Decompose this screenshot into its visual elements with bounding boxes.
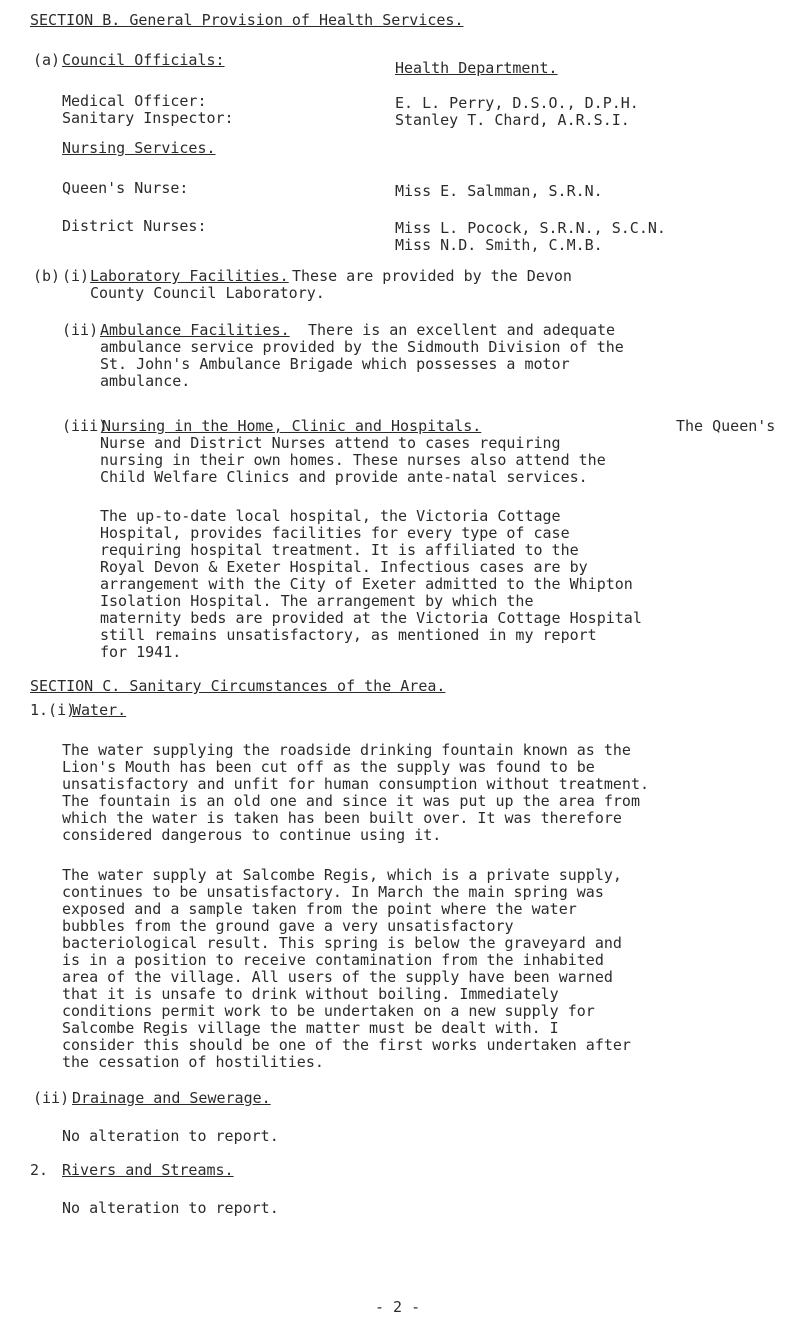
ambulance-line-1: There is an excellent and adequate bbox=[308, 321, 616, 339]
district-nurse-2: Miss N.D. Smith, C.M.B. bbox=[395, 236, 603, 254]
nursing-home-line-2: Nurse and District Nurses attend to cases requiring bbox=[100, 434, 561, 452]
ambulance-line-4: ambulance. bbox=[100, 372, 191, 390]
water-p2-line-5: bacteriological result. This spring is below the graveyard and bbox=[62, 934, 622, 952]
item-2-label: 2. bbox=[30, 1161, 49, 1179]
hospital-line-8: still remains unsatisfactory, as mentioned in my report bbox=[100, 626, 597, 644]
nursing-home-line-3: nursing in their own homes. These nurses also attend the bbox=[100, 451, 606, 469]
nursing-home-title: Nursing in the Home, Clinic and Hospitals. bbox=[102, 417, 482, 435]
item-1-label: 1.(i) bbox=[30, 701, 76, 719]
district-nurses-label: District Nurses: bbox=[62, 217, 207, 235]
medical-officer-value: E. L. Perry, D.S.O., D.P.H. bbox=[395, 94, 639, 112]
water-p1-line-2: Lion's Mouth has been cut off as the supply was found to be bbox=[62, 758, 595, 776]
hospital-line-9: for 1941. bbox=[100, 643, 182, 661]
laboratory-line-1: These are provided by the Devon bbox=[292, 267, 572, 285]
hospital-line-3: requiring hospital treatment. It is affiliated to the bbox=[100, 541, 579, 559]
laboratory-line-2: County Council Laboratory. bbox=[90, 284, 325, 302]
drainage-title: Drainage and Sewerage. bbox=[72, 1089, 271, 1107]
item-b-i-label: (i) bbox=[62, 267, 90, 285]
nursing-home-line-1: The Queen's bbox=[676, 417, 776, 435]
hospital-line-2: Hospital, provides facilities for every type of case bbox=[100, 524, 570, 542]
water-p1-line-1: The water supplying the roadside drinking fountain known as the bbox=[62, 741, 631, 759]
queens-nurse-label: Queen's Nurse: bbox=[62, 179, 189, 197]
section-b-heading: SECTION B. General Provision of Health Services. bbox=[30, 11, 464, 29]
ambulance-line-3: St. John's Ambulance Brigade which possesses a motor bbox=[100, 355, 570, 373]
section-c-heading: SECTION C. Sanitary Circumstances of the Area. bbox=[30, 677, 446, 695]
hospital-line-5: arrangement with the City of Exeter admitted to the Whipton bbox=[100, 575, 633, 593]
water-p1-line-4: The fountain is an old one and since it was put up the area from bbox=[62, 792, 640, 810]
item-b-label: (b) bbox=[33, 267, 61, 285]
item-a-label: (a) bbox=[33, 51, 61, 69]
water-p1-line-5: which the water is taken has been built over. It was therefore bbox=[62, 809, 622, 827]
sanitary-inspector-label: Sanitary Inspector: bbox=[62, 109, 234, 127]
water-p2-line-3: exposed and a sample taken from the point where the water bbox=[62, 900, 577, 918]
nursing-services-title: Nursing Services. bbox=[62, 139, 216, 157]
health-department-title: Health Department. bbox=[395, 59, 558, 77]
water-p1-line-6: considered dangerous to continue using it. bbox=[62, 826, 442, 844]
item-b-iii-label: (iii) bbox=[62, 417, 108, 435]
water-p2-line-6: is in a position to receive contamination from the inhabited bbox=[62, 951, 604, 969]
council-officials-title: Council Officials: bbox=[62, 51, 225, 69]
laboratory-facilities-title: Laboratory Facilities. bbox=[90, 267, 289, 285]
water-p2-line-9: conditions permit work to be undertaken on a new supply for bbox=[62, 1002, 595, 1020]
water-p2-line-4: bubbles from the ground gave a very unsatisfactory bbox=[62, 917, 514, 935]
water-p2-line-11: consider this should be one of the first works undertaken after bbox=[62, 1036, 631, 1054]
water-p2-line-12: the cessation of hostilities. bbox=[62, 1053, 324, 1071]
ambulance-line-2: ambulance service provided by the Sidmouth Division of the bbox=[100, 338, 624, 356]
sanitary-inspector-value: Stanley T. Chard, A.R.S.I. bbox=[395, 111, 630, 129]
hospital-line-7: maternity beds are provided at the Victoria Cottage Hospital bbox=[100, 609, 642, 627]
hospital-line-1: The up-to-date local hospital, the Victoria Cottage bbox=[100, 507, 561, 525]
ambulance-facilities-title: Ambulance Facilities. bbox=[100, 321, 290, 339]
water-p1-line-3: unsatisfactory and unfit for human consumption without treatment. bbox=[62, 775, 649, 793]
hospital-line-6: Isolation Hospital. The arrangement by which the bbox=[100, 592, 534, 610]
district-nurse-1: Miss L. Pocock, S.R.N., S.C.N. bbox=[395, 219, 666, 237]
water-p2-line-2: continues to be unsatisfactory. In March the main spring was bbox=[62, 883, 604, 901]
page-number: - 2 - bbox=[375, 1298, 421, 1316]
drainage-text: No alteration to report. bbox=[62, 1127, 279, 1145]
water-p2-line-10: Salcombe Regis village the matter must be dealt with. I bbox=[62, 1019, 559, 1037]
rivers-title: Rivers and Streams. bbox=[62, 1161, 234, 1179]
water-p2-line-8: that it is unsafe to drink without boiling. Immediately bbox=[62, 985, 559, 1003]
queens-nurse-value: Miss E. Salmman, S.R.N. bbox=[395, 182, 603, 200]
water-p2-line-1: The water supply at Salcombe Regis, which is a private supply, bbox=[62, 866, 622, 884]
nursing-home-line-4: Child Welfare Clinics and provide ante-natal services. bbox=[100, 468, 588, 486]
rivers-text: No alteration to report. bbox=[62, 1199, 279, 1217]
medical-officer-label: Medical Officer: bbox=[62, 92, 207, 110]
water-p2-line-7: area of the village. All users of the supply have been warned bbox=[62, 968, 613, 986]
hospital-line-4: Royal Devon & Exeter Hospital. Infectious cases are by bbox=[100, 558, 588, 576]
item-1-ii-label: (ii) bbox=[33, 1089, 70, 1107]
item-b-ii-label: (ii) bbox=[62, 321, 99, 339]
water-title: Water. bbox=[72, 701, 127, 719]
